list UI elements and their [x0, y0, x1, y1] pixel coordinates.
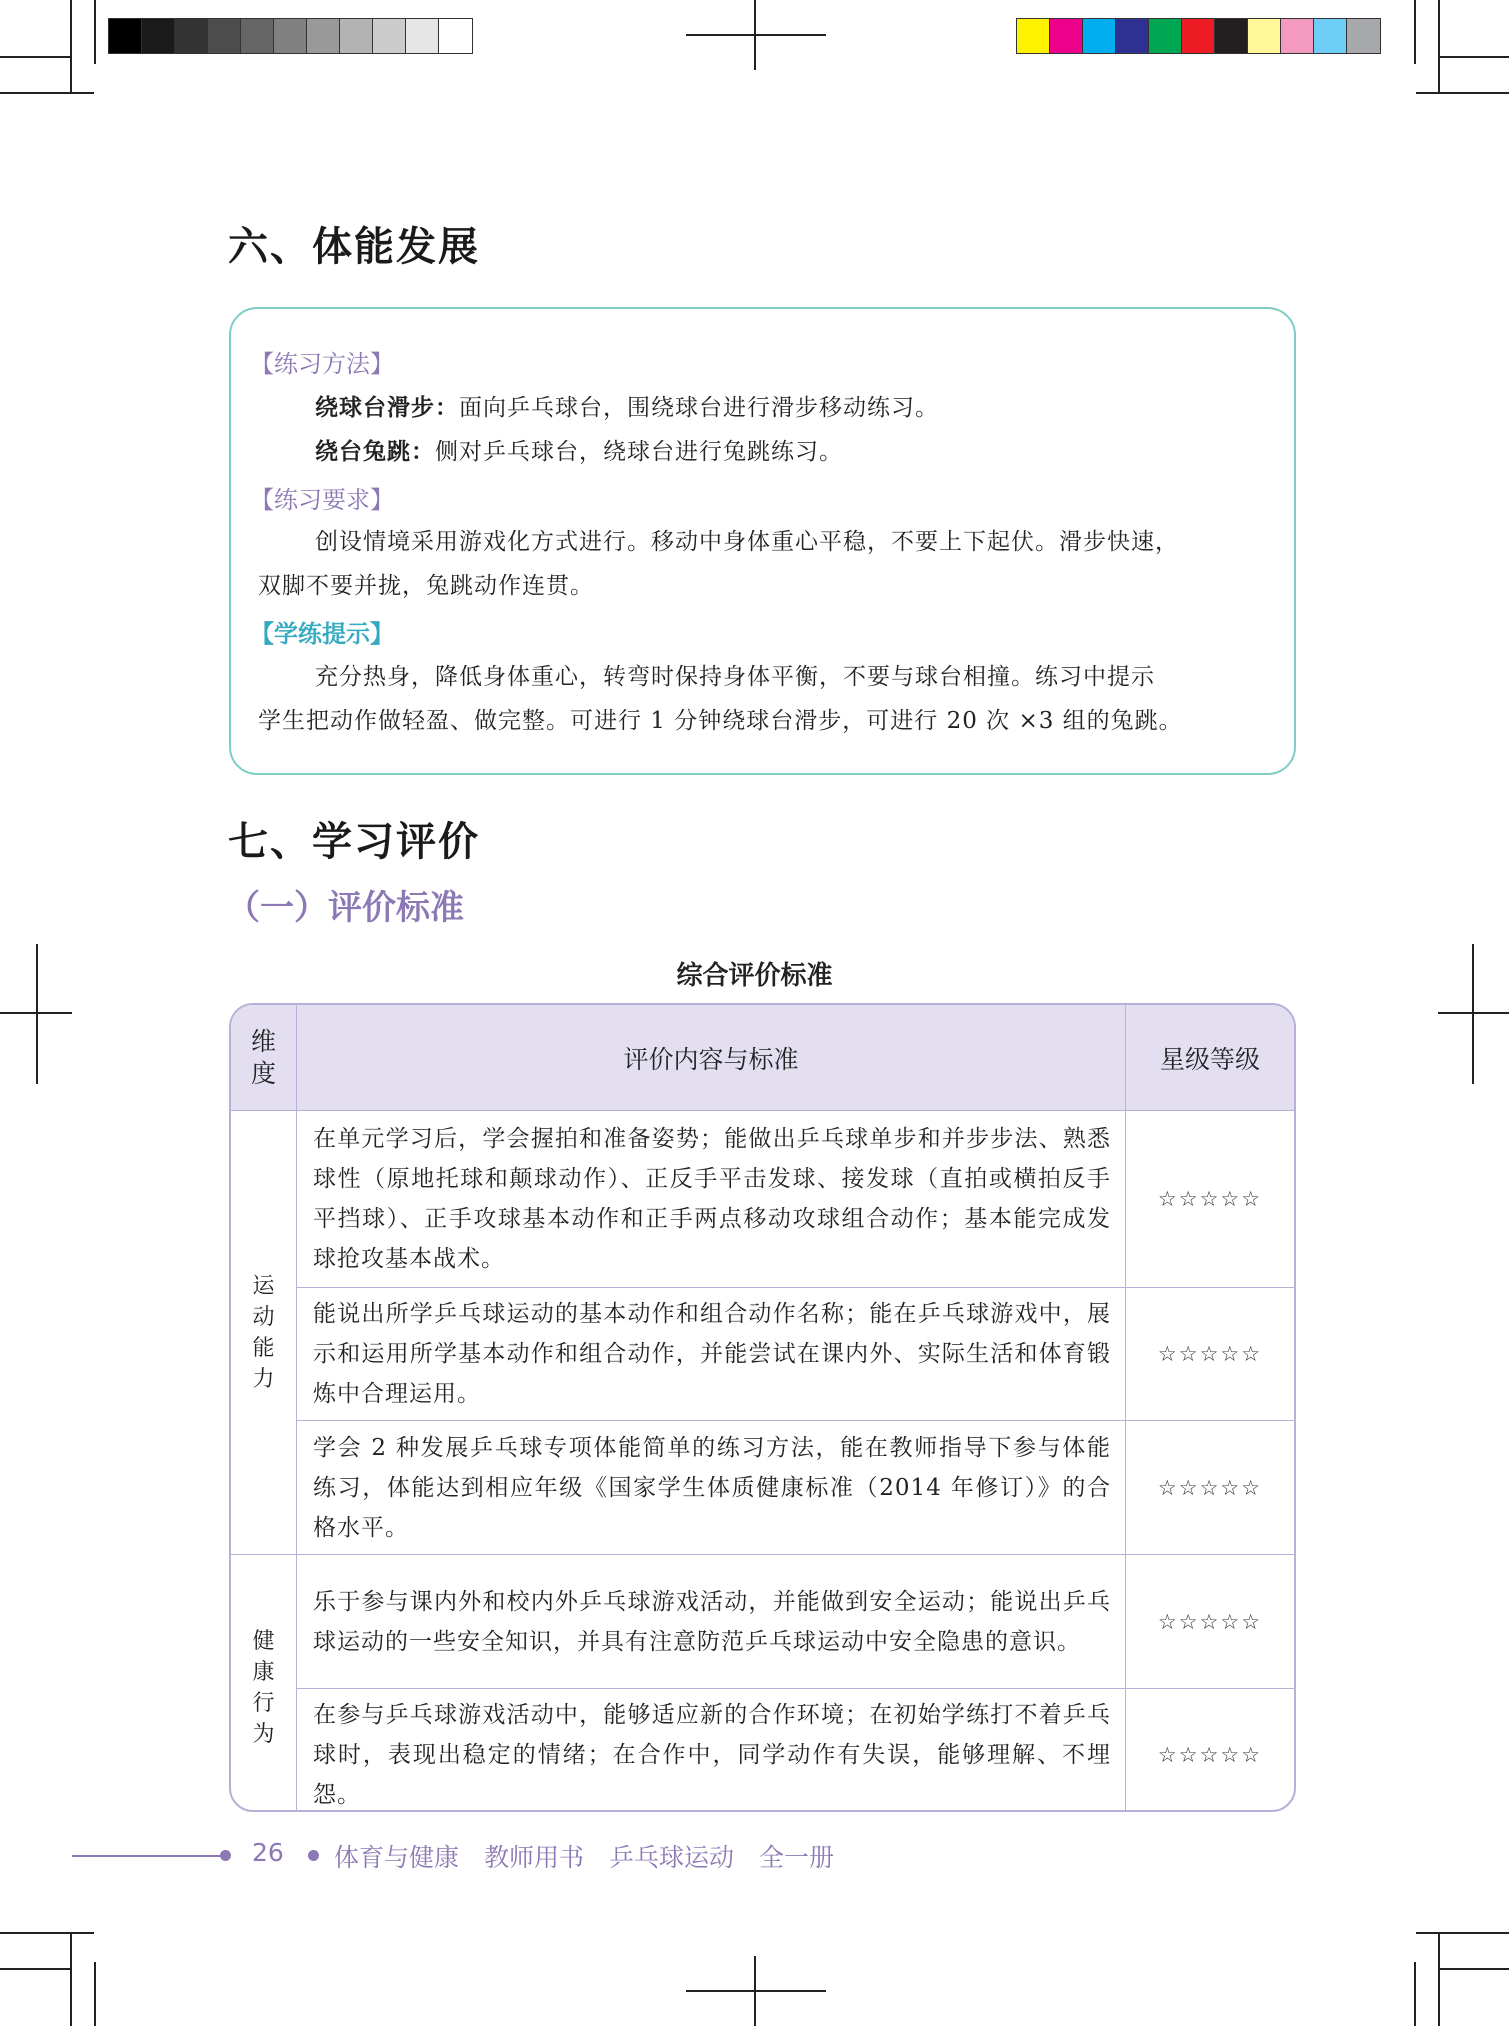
- row-text: 在单元学习后，学会握拍和准备姿势；能做出乒乓球单步和并步步法、熟悉球性（原地托球和颠球动作）、正反手平击发球、接发球（直拍或横拍反手平挡球）、正手攻球基本动作和正手两点移动攻球组合动作；基本能完成发球抢攻基本战术。: [297, 1111, 1126, 1288]
- color-swatch: [1248, 19, 1281, 53]
- gray-swatch: [373, 19, 406, 53]
- dimension-motor-label: 运 动 能 力: [252, 1273, 275, 1392]
- dimension-motor: [231, 1111, 297, 1555]
- page-footer: [0, 1838, 1509, 1874]
- gray-swatch: [439, 19, 472, 53]
- gray-swatch: [406, 19, 439, 53]
- dimension-health-label: 健 康 行 为: [252, 1628, 275, 1747]
- dimension-health: [231, 1555, 297, 1813]
- star-rating: ☆☆☆☆☆: [1126, 1555, 1295, 1689]
- table-caption: 综合评价标准: [676, 961, 833, 991]
- row-text: 学会 2 种发展乒乓球专项体能简单的练习方法，能在教师指导下参与体能练习，体能达到相应年级《国家学生体质健康标准（2014 年修订）》的合格水平。: [297, 1421, 1126, 1555]
- gray-swatch: [274, 19, 307, 53]
- book-title: 体育与健康 教师用书 乒乓球运动 全一册: [334, 1843, 835, 1872]
- header-level: 星级等级: [1126, 1005, 1295, 1111]
- header-content: 评价内容与标准: [297, 1005, 1126, 1111]
- table-row: [231, 1555, 1294, 1689]
- tip-line-2: 学生把动作做轻盈、做完整。可进行 1 分钟绕球台滑步，可进行 20 次 ×3 组的兔跳。: [258, 708, 1183, 734]
- row-text: 在参与乒乓球游戏活动中，能够适应新的合作环境；在初始学练打不着乒乓球时，表现出稳定的情绪；在合作中，同学动作有失误，能够理解、不埋怨。: [297, 1689, 1126, 1813]
- evaluation-table: [229, 1003, 1296, 1812]
- requirement-tag: 【练习要求】: [250, 486, 394, 514]
- color-swatch: [1182, 19, 1215, 53]
- footer-dot-icon: [220, 1850, 231, 1861]
- header-dimension-label: 维 度: [250, 1026, 276, 1088]
- color-swatch: [1083, 19, 1116, 53]
- footer-rule: [72, 1855, 224, 1857]
- color-swatch: [1215, 19, 1248, 53]
- star-rating: ☆☆☆☆☆: [1126, 1288, 1295, 1421]
- color-swatch: [1149, 19, 1182, 53]
- color-swatch: [1314, 19, 1347, 53]
- section7-subtitle: （一）评价标准: [226, 888, 464, 928]
- row-text: 能说出所学乒乓球运动的基本动作和组合动作名称；能在乒乓球游戏中，展示和运用所学基本动作和组合动作，并能尝试在课内外、实际生活和体育锻炼中合理运用。: [297, 1288, 1126, 1421]
- method-item-1-name: 绕球台滑步：: [315, 394, 459, 421]
- method-item-1: [315, 386, 939, 430]
- table-row: [231, 1421, 1294, 1555]
- gray-swatch: [241, 19, 274, 53]
- method-item-2-name: 绕台兔跳：: [315, 438, 435, 465]
- page-number: 26: [252, 1838, 284, 1867]
- star-rating: ☆☆☆☆☆: [1126, 1421, 1295, 1555]
- gray-swatch: [109, 19, 142, 53]
- gray-swatch: [142, 19, 175, 53]
- star-rating: ☆☆☆☆☆: [1126, 1689, 1295, 1813]
- gray-swatch: [340, 19, 373, 53]
- section6-title: 六、体能发展: [228, 223, 480, 270]
- section7-title: 七、学习评价: [228, 818, 480, 865]
- color-swatch: [1116, 19, 1149, 53]
- gray-swatch: [208, 19, 241, 53]
- method-item-2: [315, 430, 843, 474]
- color-swatch: [1347, 19, 1380, 53]
- table-row: [231, 1288, 1294, 1421]
- requirement-line-2: 双脚不要并拢，兔跳动作连贯。: [258, 573, 594, 599]
- star-rating: ☆☆☆☆☆: [1126, 1111, 1295, 1288]
- method-item-2-text: 侧对乒乓球台，绕球台进行兔跳练习。: [435, 439, 843, 465]
- gray-swatch: [307, 19, 340, 53]
- color-swatch: [1281, 19, 1314, 53]
- table-row: [231, 1111, 1294, 1288]
- table-header-row: [231, 1005, 1294, 1111]
- gray-swatch: [175, 19, 208, 53]
- color-swatch: [1017, 19, 1050, 53]
- tip-line-1: 充分热身，降低身体重心，转弯时保持身体平衡，不要与球台相撞。练习中提示: [315, 664, 1155, 690]
- table-row: [231, 1689, 1294, 1813]
- tip-tag: 【学练提示】: [250, 620, 394, 648]
- method-tag: 【练习方法】: [250, 350, 394, 378]
- color-calibration-bar: [1016, 18, 1381, 54]
- row-text: 乐于参与课内外和校内外乒乓球游戏活动，并能做到安全运动；能说出乒乓球运动的一些安全知识，并具有注意防范乒乓球运动中安全隐患的意识。: [297, 1555, 1126, 1689]
- requirement-line-1: 创设情境采用游戏化方式进行。移动中身体重心平稳，不要上下起伏。滑步快速，: [315, 529, 1179, 555]
- method-item-1-text: 面向乒乓球台，围绕球台进行滑步移动练习。: [459, 395, 939, 421]
- gray-color-bar: [108, 18, 473, 54]
- footer-dot-icon: [308, 1850, 319, 1861]
- color-swatch: [1050, 19, 1083, 53]
- header-dimension: [231, 1005, 297, 1111]
